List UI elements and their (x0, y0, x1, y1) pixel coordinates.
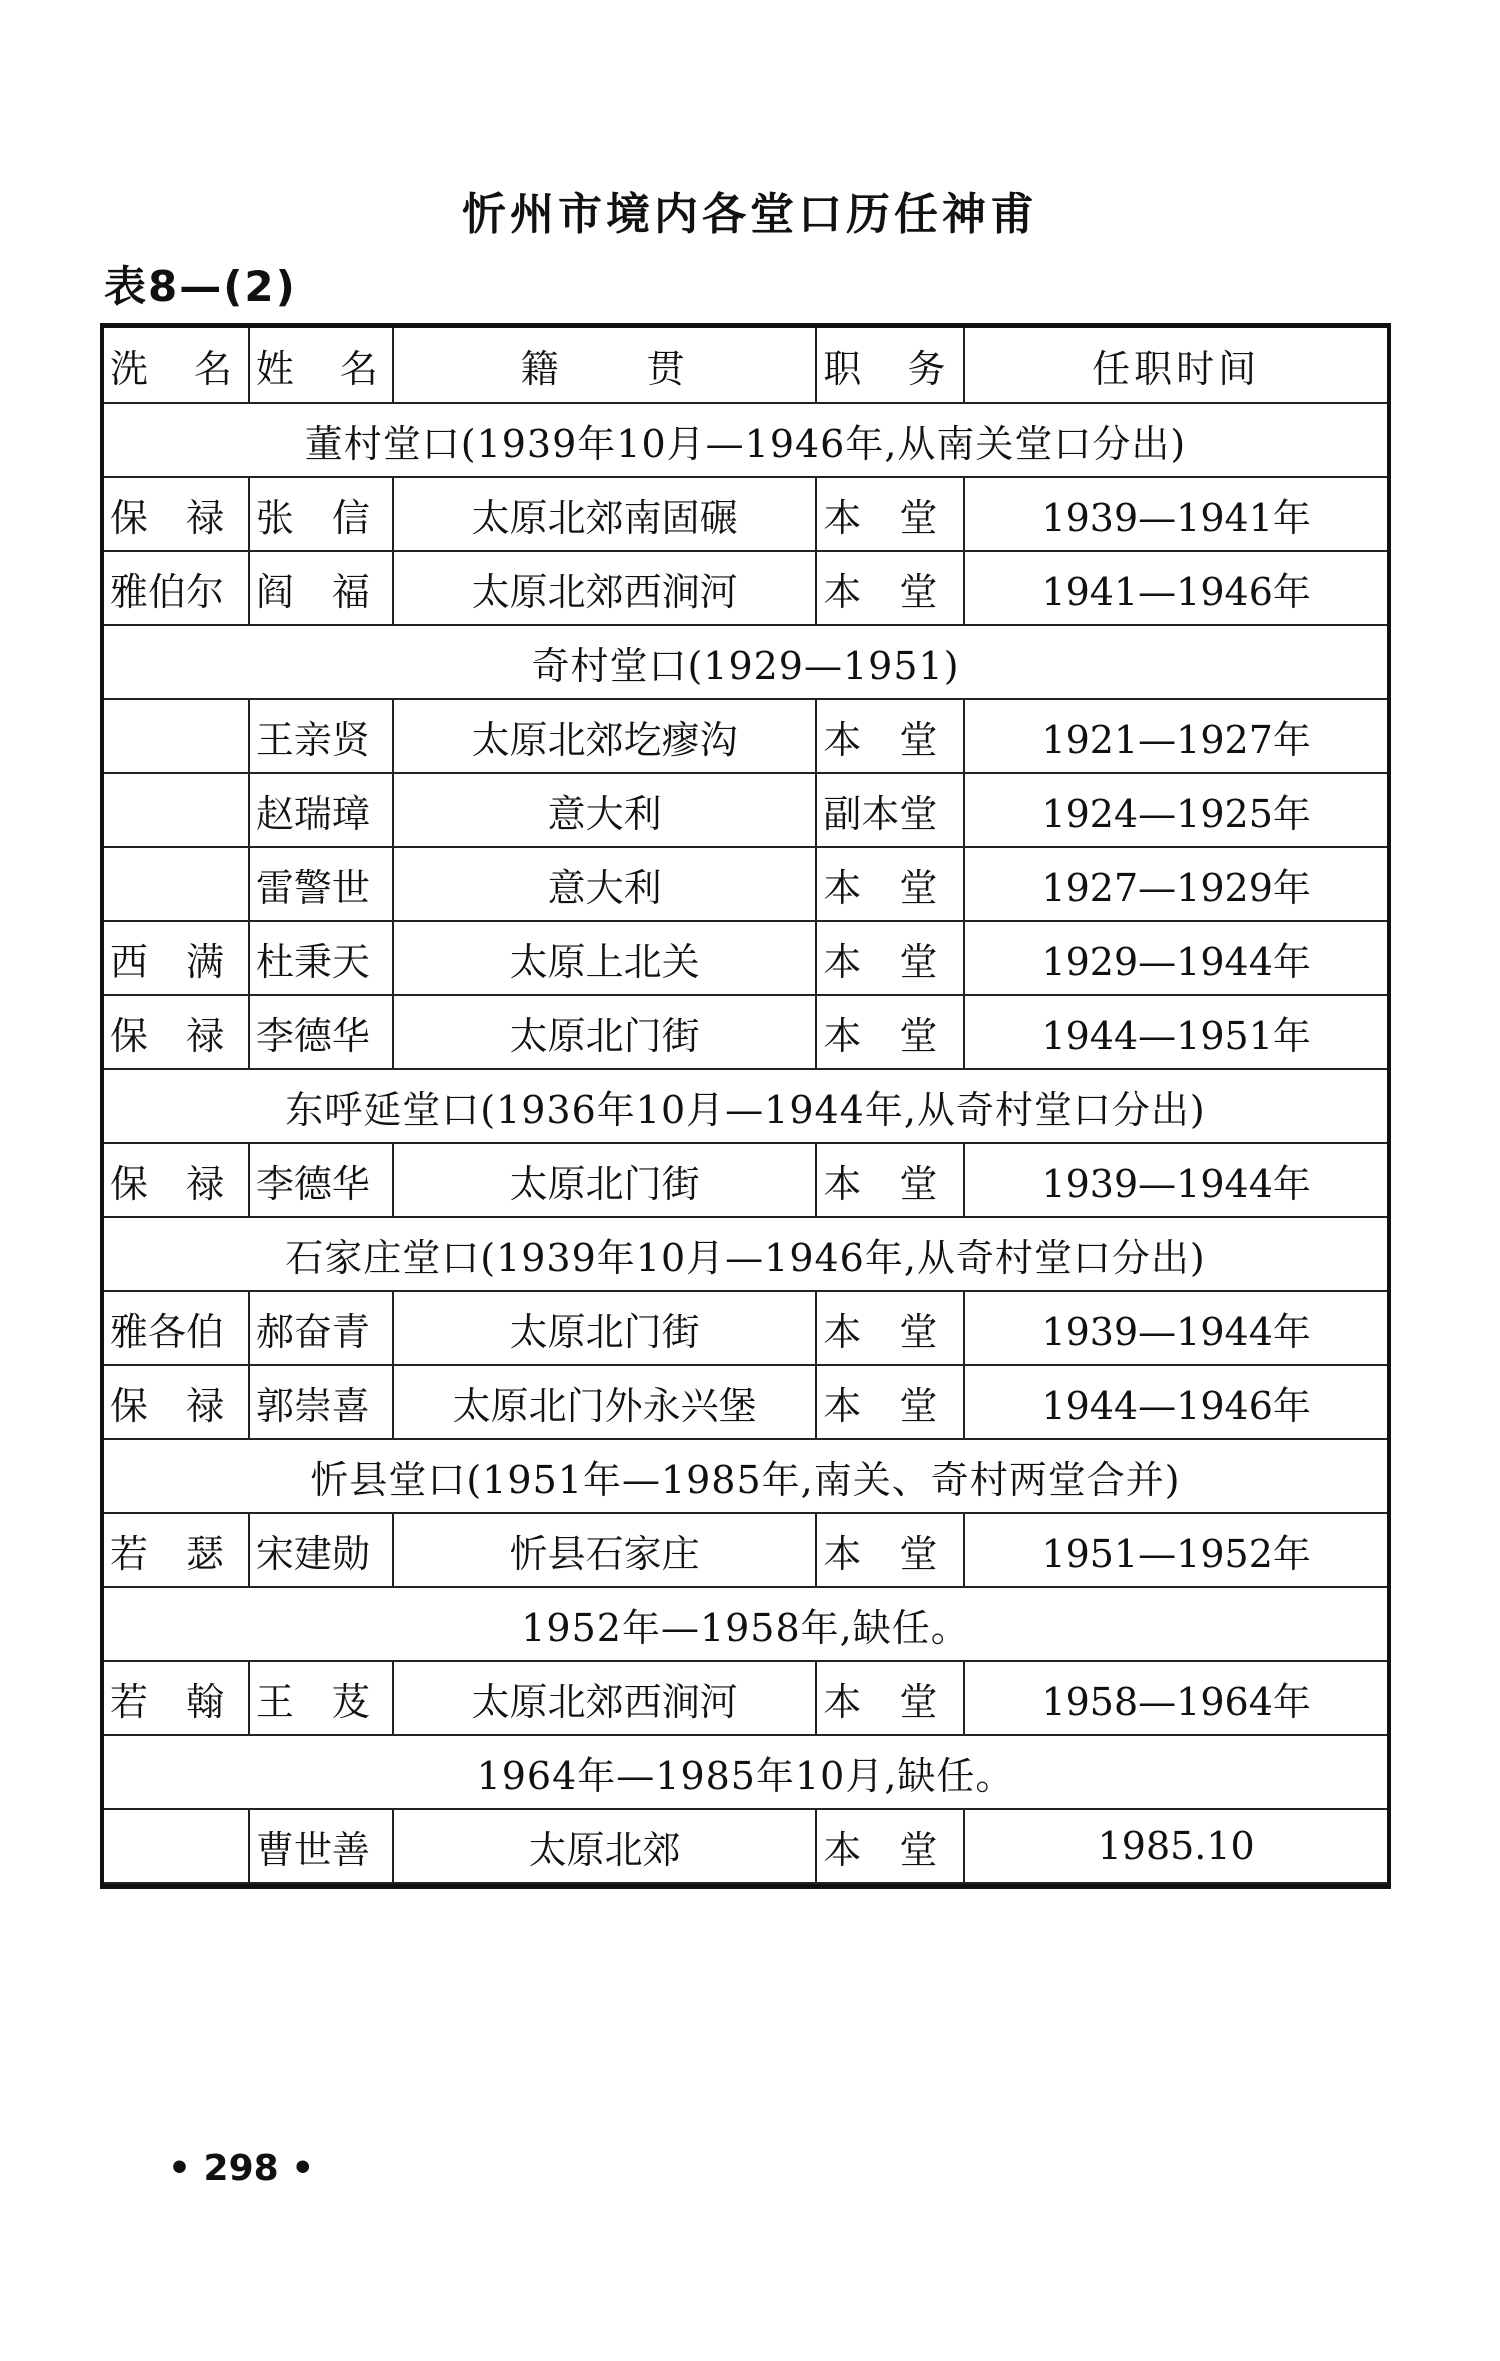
position-cell: 本 堂 (816, 1661, 964, 1735)
name-cell: 张 信 (249, 477, 393, 551)
name-cell: 王 芨 (249, 1661, 393, 1735)
page-number: • 298 • (168, 2148, 315, 2189)
baptismal-name-cell: 雅各伯 (104, 1291, 249, 1365)
native-place-cell: 太原北郊南固碾 (393, 477, 817, 551)
term-cell: 1927—1929年 (964, 847, 1387, 921)
page-title: 忻州市境内各堂口历任神甫 (462, 189, 1038, 240)
position-cell: 本 堂 (816, 1365, 964, 1439)
baptismal-name-cell (104, 847, 249, 921)
baptismal-name-cell: 若 翰 (104, 1661, 249, 1735)
term-cell: 1941—1946年 (964, 551, 1387, 625)
native-place-cell: 太原北郊圪瘳沟 (393, 699, 817, 773)
header-name: 姓 名 (249, 328, 393, 403)
table-body (104, 403, 1387, 1883)
section-heading-row (104, 403, 1387, 477)
term-cell: 1985.10 (964, 1809, 1387, 1883)
table-row (104, 847, 1387, 921)
name-cell: 宋建勋 (249, 1513, 393, 1587)
table-row (104, 921, 1387, 995)
native-place-cell: 太原上北关 (393, 921, 817, 995)
baptismal-name-cell: 保 禄 (104, 1365, 249, 1439)
name-cell: 李德华 (249, 995, 393, 1069)
table-row (104, 1661, 1387, 1735)
baptismal-name-cell: 西 满 (104, 921, 249, 995)
section-heading: 奇村堂口(1929—1951) (104, 625, 1387, 699)
position-cell: 本 堂 (816, 1291, 964, 1365)
table-row (104, 773, 1387, 847)
native-place-cell: 忻县石家庄 (393, 1513, 817, 1587)
position-cell: 本 堂 (816, 1513, 964, 1587)
native-place-cell: 太原北郊 (393, 1809, 817, 1883)
baptismal-name-cell: 雅伯尔 (104, 551, 249, 625)
name-cell: 赵瑞璋 (249, 773, 393, 847)
baptismal-name-cell (104, 699, 249, 773)
name-cell: 郭崇喜 (249, 1365, 393, 1439)
native-place-cell: 太原北门街 (393, 995, 817, 1069)
baptismal-name-cell: 保 禄 (104, 1143, 249, 1217)
term-cell: 1951—1952年 (964, 1513, 1387, 1587)
term-cell: 1944—1946年 (964, 1365, 1387, 1439)
baptismal-name-cell: 保 禄 (104, 995, 249, 1069)
table-row (104, 1143, 1387, 1217)
name-cell: 曹世善 (249, 1809, 393, 1883)
section-heading-row (104, 1217, 1387, 1291)
baptismal-name-cell: 若 瑟 (104, 1513, 249, 1587)
section-heading: 1952年—1958年,缺任。 (104, 1587, 1387, 1661)
name-cell: 雷警世 (249, 847, 393, 921)
header-term: 任职时间 (964, 328, 1387, 403)
term-cell: 1958—1964年 (964, 1661, 1387, 1735)
position-cell: 本 堂 (816, 995, 964, 1069)
position-cell: 本 堂 (816, 1809, 964, 1883)
name-cell: 王亲贤 (249, 699, 393, 773)
term-cell: 1939—1941年 (964, 477, 1387, 551)
header-baptismal-name: 洗 名 (104, 328, 249, 403)
baptismal-name-cell: 保 禄 (104, 477, 249, 551)
term-cell: 1939—1944年 (964, 1143, 1387, 1217)
native-place-cell: 太原北门街 (393, 1291, 817, 1365)
native-place-cell: 太原北郊西涧河 (393, 551, 817, 625)
native-place-cell: 太原北门外永兴堡 (393, 1365, 817, 1439)
position-cell: 本 堂 (816, 921, 964, 995)
position-cell: 本 堂 (816, 847, 964, 921)
position-cell: 本 堂 (816, 477, 964, 551)
section-heading-row (104, 625, 1387, 699)
term-cell: 1924—1925年 (964, 773, 1387, 847)
baptismal-name-cell (104, 1809, 249, 1883)
position-cell: 本 堂 (816, 1143, 964, 1217)
native-place-cell: 太原北门街 (393, 1143, 817, 1217)
name-cell: 阎 福 (249, 551, 393, 625)
position-cell: 副本堂 (816, 773, 964, 847)
section-heading: 东呼延堂口(1936年10月—1944年,从奇村堂口分出) (104, 1069, 1387, 1143)
table-row (104, 551, 1387, 625)
section-heading-row (104, 1587, 1387, 1661)
position-cell: 本 堂 (816, 699, 964, 773)
table-header-row (104, 328, 1387, 403)
header-native-place: 籍 贯 (393, 328, 817, 403)
native-place-cell: 意大利 (393, 847, 817, 921)
section-heading: 1964年—1985年10月,缺任。 (104, 1735, 1387, 1809)
baptismal-name-cell (104, 773, 249, 847)
clergy-table (100, 323, 1391, 1889)
header-position: 职 务 (816, 328, 964, 403)
term-cell: 1939—1944年 (964, 1291, 1387, 1365)
table-row (104, 1291, 1387, 1365)
name-cell: 杜秉天 (249, 921, 393, 995)
section-heading-row (104, 1735, 1387, 1809)
table-row (104, 699, 1387, 773)
table-row (104, 477, 1387, 551)
term-cell: 1929—1944年 (964, 921, 1387, 995)
section-heading-row (104, 1439, 1387, 1513)
native-place-cell: 太原北郊西涧河 (393, 1661, 817, 1735)
table-label: 表8—(2) (104, 262, 297, 311)
native-place-cell: 意大利 (393, 773, 817, 847)
table-row (104, 1513, 1387, 1587)
table-row (104, 1365, 1387, 1439)
position-cell: 本 堂 (816, 551, 964, 625)
section-heading: 忻县堂口(1951年—1985年,南关、奇村两堂合并) (104, 1439, 1387, 1513)
term-cell: 1921—1927年 (964, 699, 1387, 773)
table-row (104, 1809, 1387, 1883)
name-cell: 郝奋青 (249, 1291, 393, 1365)
section-heading: 董村堂口(1939年10月—1946年,从南关堂口分出) (104, 403, 1387, 477)
section-heading: 石家庄堂口(1939年10月—1946年,从奇村堂口分出) (104, 1217, 1387, 1291)
term-cell: 1944—1951年 (964, 995, 1387, 1069)
table-row (104, 995, 1387, 1069)
name-cell: 李德华 (249, 1143, 393, 1217)
section-heading-row (104, 1069, 1387, 1143)
